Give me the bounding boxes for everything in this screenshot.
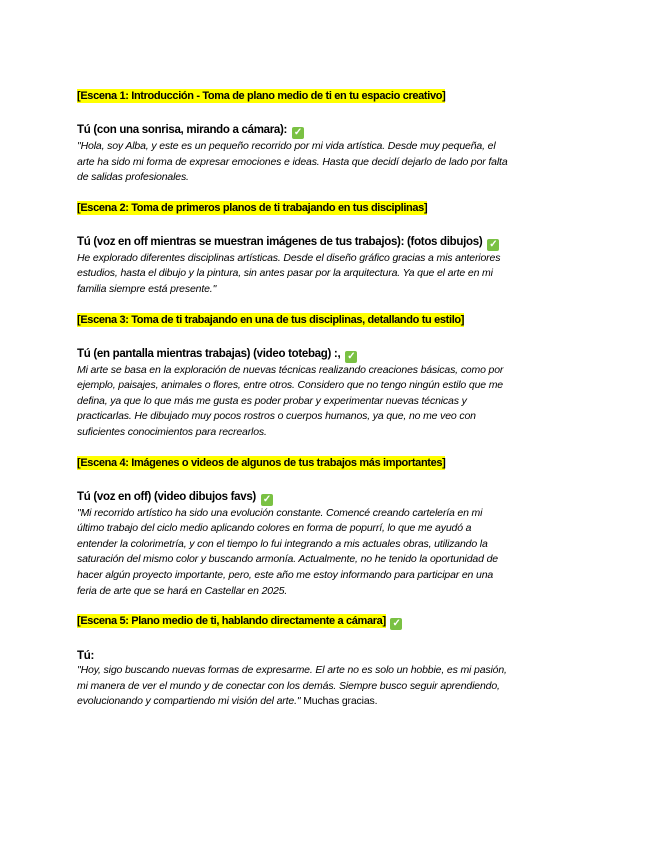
scene-heading [77,200,578,216]
speaker-line [77,490,578,506]
scene-dialogue [77,251,578,298]
scene-heading [77,88,578,104]
white-heavy-check-mark-icon: ✓ [489,238,498,250]
scene-3 [77,312,578,441]
dialogue-line: "Mi recorrido artístico ha sido una evolución constante. Comencé creando cartelería en mi [77,506,483,519]
dialogue-line: estudios, hasta el dibujo y la pintura, sin antes pasar por la arquitectura. Ya que el arte en mi [77,267,493,280]
dialogue-line [77,694,578,710]
dialogue-line: arte ha sido mi forma de expresar emociones e ideas. Hasta que decidí dejarlo de lado por falta [77,155,508,168]
scene-heading [77,312,578,328]
scene-heading [77,455,578,471]
speaker-line [77,347,578,363]
scene-heading-highlight: [Escena 4: Imágenes o videos de algunos de tus trabajos más importantes] [77,456,446,469]
scene-5 [77,613,578,710]
dialogue-line: último trabajo del ciclo medio aplicando colores en forma de popurrí, lo que me ayudó a [77,522,472,535]
speaker-label: Tú (con una sonrisa, mirando a cámara): [77,124,288,136]
speaker-label: Tú (voz en off) (video dibujos favs) [77,490,256,503]
dialogue-line: defina, ya que lo que más me gusta es poder probar y experimentar nuevas técnicas y [77,394,467,407]
scene-2 [77,200,578,298]
dialogue-line: "Hola, soy Alba, y este es un pequeño recorrido por mi vida artística. Desde muy pequeña, el [77,140,496,152]
white-heavy-check-mark-icon: ✓ [293,127,302,138]
closing-thanks: Muchas gracias. [303,695,378,708]
dialogue-line: ejemplo, paisajes, animales o flores, entre otros. Considero que no tengo ningún estilo que me [77,379,503,392]
scene-dialogue [77,663,578,710]
dialogue-line: He explorado diferentes disciplinas artísticas. Desde el diseño gráfico gracias a mis anteriores [77,251,501,264]
speaker-label: Tú (en pantalla mientras trabajas) (video totebag) :, [77,347,341,360]
dialogue-line: "Hoy, sigo buscando nuevas formas de expresarme. El arte no es solo un hobbie, es mi pasión, [77,664,507,677]
dialogue-line: hacer algún proyecto importante, pero, este año me estoy informando para participar en una [77,568,494,581]
scene-4 [77,455,578,600]
speaker-line [77,123,578,139]
dialogue-line: suficientes conocimientos para recrearlos. [77,425,267,438]
scene-dialogue [77,363,578,441]
speaker-label: Tú: [77,650,94,663]
dialogue-line: familia siempre está presente." [77,282,217,295]
scene-heading-highlight: [Escena 1: Introducción - Toma de plano medio de ti en tu espacio creativo] [77,90,446,102]
dialogue-line-text: evolucionando y compartiendo mi visión del arte." [77,695,304,708]
scene-dialogue [77,506,578,600]
dialogue-line: de salidas profesionales. [77,171,189,184]
dialogue-line: entender la colorimetría, y con el tiempo lo fui integrando a mis actuales obras, utilizando la [77,537,488,550]
scene-heading-highlight: [Escena 5: Plano medio de ti, hablando directamente a cámara] [77,615,386,628]
scene-heading-highlight: [Escena 3: Toma de ti trabajando en una de tus disciplinas, detallando tu estilo] [77,313,465,326]
dialogue-line: practicarlas. He dibujado muy pocos rostros o cuerpos humanos, ya que, no me veo con [77,410,476,423]
white-heavy-check-mark-icon: ✓ [262,493,271,505]
speaker-line [77,235,578,251]
white-heavy-check-mark-icon: ✓ [392,618,401,630]
scene-1 [77,88,578,186]
dialogue-line: saturación del mismo color y buscando armonía. Actualmente, no he tenido la oportunidad de [77,553,498,566]
white-heavy-check-mark-icon: ✓ [347,350,356,362]
scene-heading-highlight: [Escena 2: Toma de primeros planos de ti trabajando en tus disciplinas] [77,201,428,214]
scene-dialogue [77,139,578,186]
scene-heading [77,613,578,630]
dialogue-line: feria de arte que se hará en Castellar en 2025. [77,584,288,597]
dialogue-line: Mi arte se basa en la exploración de nuevas técnicas realizando creaciones básicas, como por [77,363,504,376]
speaker-line [77,649,578,663]
speaker-label: Tú (voz en off mientras se muestran imágenes de tus trabajos): (fotos dibujos) [77,235,483,248]
dialogue-line: mi manera de ver el mundo y de conectar con los demás. Siempre busco seguir aprendiendo, [77,679,500,692]
